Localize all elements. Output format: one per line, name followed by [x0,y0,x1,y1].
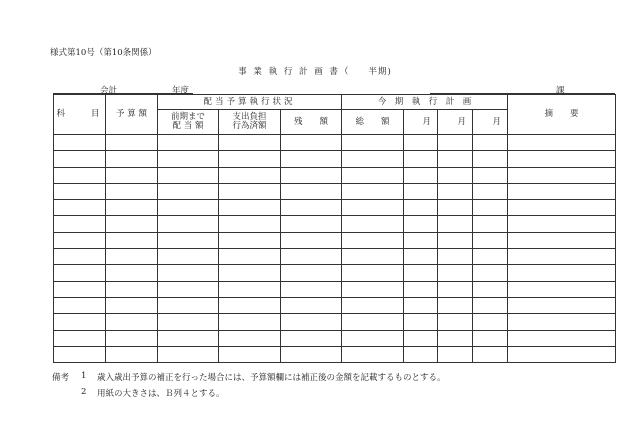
table-cell [342,346,404,362]
table-cell [438,346,473,362]
table-cell [404,216,438,232]
table-cell [342,281,404,297]
table-row [54,314,616,330]
table-cell [473,330,508,346]
table-cell [438,200,473,216]
table-cell [158,151,219,167]
table-cell [281,249,342,265]
table-cell [158,297,219,313]
table-cell [219,216,281,232]
table-cell [473,346,508,362]
table-body [54,135,616,363]
table-cell [404,330,438,346]
table-cell [158,135,219,151]
table-cell [404,135,438,151]
table-cell [508,346,616,362]
table-cell [438,151,473,167]
table-cell [342,151,404,167]
table-cell [54,249,106,265]
table-cell [158,281,219,297]
table-cell [473,265,508,281]
col-shishutsu-line1: 支出負担 [232,112,267,123]
table-cell [158,200,219,216]
document-title-half: 半期) [368,67,392,77]
col-tsuki-2: 月 [438,110,473,135]
table-cell [473,216,508,232]
table-cell [281,314,342,330]
note-2-number: 2 [81,387,87,397]
table-cell [106,297,158,313]
table-row [54,200,616,216]
table-cell [473,232,508,248]
table-cell [473,183,508,199]
table-cell [508,216,616,232]
table-cell [54,200,106,216]
table-row [54,135,616,151]
table-cell [473,314,508,330]
table-cell [106,330,158,346]
table-row [54,232,616,248]
table-cell [473,297,508,313]
table-cell [438,265,473,281]
table-cell [342,135,404,151]
table-cell [219,151,281,167]
table-cell [473,281,508,297]
table-row [54,167,616,183]
table-cell [219,200,281,216]
table-cell [219,346,281,362]
col-shishutsu-line2: 行為済額 [232,121,267,131]
table-cell [106,232,158,248]
header-row-1 [54,95,616,110]
table-cell [342,265,404,281]
table-cell [106,314,158,330]
table-cell [281,281,342,297]
table-cell [508,249,616,265]
col-zangaku: 残 額 [281,110,342,135]
table-cell [438,232,473,248]
col-sougaku: 総 額 [342,110,404,135]
table-cell [106,346,158,362]
table-cell [158,216,219,232]
table-cell [342,330,404,346]
col-konki-group: 今 期 執 行 計 画 [342,95,508,110]
table-cell [54,232,106,248]
table-cell [342,232,404,248]
col-tsuki-1: 月 [404,110,438,135]
table-cell [158,330,219,346]
table-cell [342,216,404,232]
table-cell [281,183,342,199]
table-cell [106,200,158,216]
table-cell [438,167,473,183]
table-row [54,281,616,297]
table-row [54,151,616,167]
table-cell [158,167,219,183]
table-cell [438,216,473,232]
table-cell [281,216,342,232]
table-cell [342,297,404,313]
table-cell [54,281,106,297]
table-cell [508,281,616,297]
table-cell [438,183,473,199]
table-cell [438,135,473,151]
table-cell [404,151,438,167]
table-cell [106,265,158,281]
table-cell [158,249,219,265]
table-cell [508,314,616,330]
table-cell [106,167,158,183]
table-cell [508,330,616,346]
table-cell [508,135,616,151]
table-cell [54,135,106,151]
table-cell [219,249,281,265]
table-cell [508,297,616,313]
table-cell [438,314,473,330]
notes-label: 備考 [52,373,70,383]
note-1-text: 歳入歳出予算の補正を行った場合には、予算額欄には補正後の金額を記載するものとする。 [97,373,446,383]
table-row [54,265,616,281]
table-cell [473,167,508,183]
table-cell [219,183,281,199]
table-cell [342,183,404,199]
table-cell [404,232,438,248]
table-cell [404,346,438,362]
col-shishutsu [219,110,281,135]
table-cell [106,151,158,167]
table-cell [508,167,616,183]
table-cell [438,249,473,265]
note-2-text: 用紙の大きさは、Ｂ列４とする。 [97,389,225,399]
table-cell [158,265,219,281]
table-cell [106,135,158,151]
col-zenki-line2: 配 当 額 [172,121,204,131]
col-tekiyo: 摘 要 [508,95,616,135]
col-tsuki-3: 月 [473,110,508,135]
table-cell [158,346,219,362]
table-cell [508,151,616,167]
table-cell [342,167,404,183]
col-zenki [158,110,219,135]
table-cell [219,265,281,281]
table-cell [281,297,342,313]
table-cell [106,281,158,297]
table-cell [219,314,281,330]
table-cell [404,297,438,313]
table-cell [404,183,438,199]
table-cell [219,297,281,313]
table-cell [404,314,438,330]
table-cell [219,135,281,151]
form-number-label: 様式第10号（第10条関係） [50,48,157,58]
col-yosan: 予 算 額 [106,95,158,135]
table-cell [508,183,616,199]
table-cell [281,200,342,216]
table-cell [404,167,438,183]
table-cell [508,232,616,248]
table-cell [219,330,281,346]
table-cell [281,265,342,281]
table-cell [54,265,106,281]
table-cell [54,216,106,232]
table-cell [404,281,438,297]
table-cell [158,232,219,248]
table-cell [404,265,438,281]
table-cell [508,265,616,281]
col-kamoku: 科 目 [54,95,106,135]
table-cell [219,232,281,248]
table-cell [404,249,438,265]
ka-label: 課 [556,86,565,96]
document-title-main: 事 業 執 行 計 画 書（ [238,67,351,77]
table-row [54,249,616,265]
table-cell [342,314,404,330]
table-cell [106,216,158,232]
nendo-label: 年度 [172,86,190,96]
table-cell [158,314,219,330]
table-cell [438,330,473,346]
table-cell [281,135,342,151]
table-cell [473,200,508,216]
execution-plan-table [53,94,616,363]
col-haito-group: 配当予算執行状況 [158,95,342,110]
table-cell [404,200,438,216]
col-zenki-line1: 前期まで [170,112,205,123]
table-cell [54,183,106,199]
kaikei-label: 会計 [100,86,118,96]
document-title [0,65,630,77]
table-cell [508,200,616,216]
table-cell [106,249,158,265]
table-row [54,330,616,346]
table-cell [54,297,106,313]
table-cell [158,183,219,199]
table-cell [438,281,473,297]
table-cell [54,151,106,167]
table-cell [54,314,106,330]
table-cell [281,167,342,183]
table-cell [219,167,281,183]
note-1-number: 1 [81,371,87,381]
table-cell [54,330,106,346]
table-cell [281,151,342,167]
table-row [54,183,616,199]
table-cell [106,183,158,199]
table-cell [54,346,106,362]
table-cell [281,346,342,362]
table-cell [342,200,404,216]
table-cell [219,281,281,297]
table-row [54,216,616,232]
table-cell [473,135,508,151]
table-cell [438,297,473,313]
table-cell [342,249,404,265]
table-cell [473,151,508,167]
table-row [54,346,616,362]
table-row [54,297,616,313]
table-cell [54,167,106,183]
table-cell [473,249,508,265]
table-cell [281,330,342,346]
table-cell [281,232,342,248]
